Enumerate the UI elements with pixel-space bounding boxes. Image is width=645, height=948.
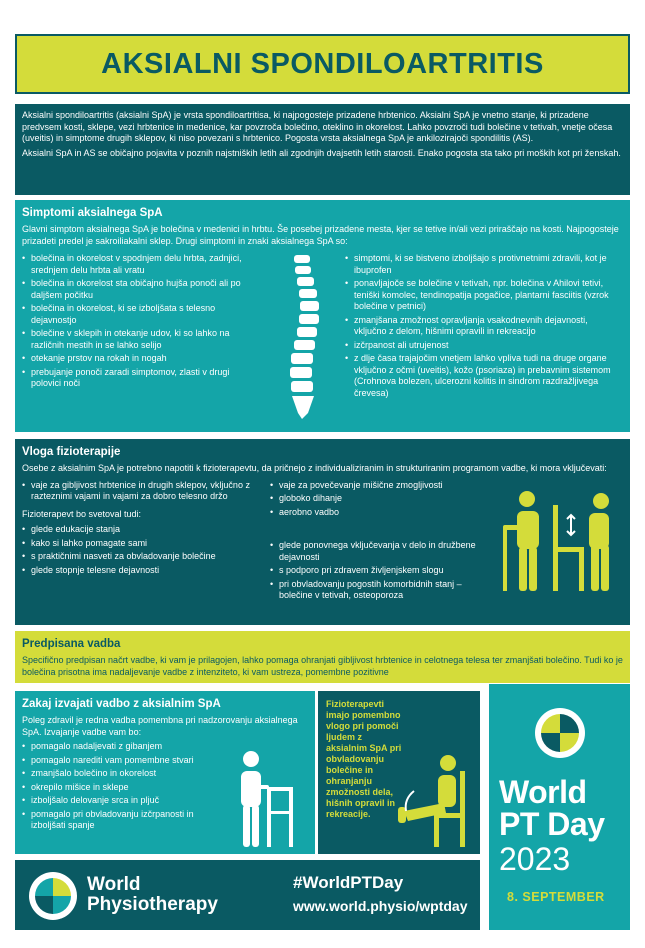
wpt-title-line2: PT Day [499,806,605,842]
intro-paragraph-1: Aksialni spondiloartritis (aksialni SpA) je vrsta spondiloartritisa, ki najpogosteje prizadene hrbtenico. Aksialni SpA je vnetno stanje, ki prizadene predvsem kosti, sklepe, vezi hrbtenice in medenice, kar povzroča bolečino, oteklino in okorelost. Lahko povzroči tudi bolečine v tetivah, vnetje očesa (uveitis) in simptome drugih sklepov, ki niso povezani s hrbtenico. Pogosta vrsta aksialnega SpA je ankilozirajoči spondilitis (AS). [22,110,613,143]
list-item: • pri obvladovanju pogostih komorbidnih stanj – bolečine v tetivah, osteoporoza [270,579,490,602]
page-title: AKSIALNI SPONDILOARTRITIS [101,47,544,80]
wpt-year: 2023 [499,841,571,877]
website-link[interactable]: www.world.physio/wptday [293,898,468,914]
chair-exercise-illustration [490,480,623,604]
list-item: • aerobno vadbo [270,507,490,519]
person-with-walker-icon [227,749,307,849]
symptoms-intro: Glavni simptom aksialnega SpA je bolečina v medenici in hrbtu. Še posebej prizadene mesta, kjer se tetive in/ali vezi priraščajo na kosti. Najpogosteje prizadeti predel je sakroiliakalni sklep. Drugi simptomi in znaki aksialnega SpA so: [22,224,619,246]
list-item: • s praktičnimi nasveti za obvladovanje bolečine [22,551,262,563]
list-item: • bolečina in okorelost sta običajno hujša ponoči ali po daljšem počitku [22,278,260,301]
exercise-section [15,631,630,683]
list-item: • bolečina in okorelost, ki se izboljšata s telesno dejavnostjo [22,303,260,326]
callout-text: Fizioterapevti imajo pomembno vlogo pri pomoči ljudem z aksialnim SpA pri obvladovanju bolečine in ohranjanju zmožnosti dela, hišnih opravil in rekreacije. [326,699,402,819]
physio-heading: Vloga fizioterapije [22,446,121,458]
physio-list-c [22,524,262,576]
list-item: • otekanje prstov na rokah in nogah [22,353,260,365]
list-item: • prebujanje ponoči zaradi simptomov, zlasti v drugi polovici noči [22,367,260,390]
org-name-line1: World [87,874,141,895]
person-standing-from-chair-icon [493,487,621,597]
world-pt-day-logo-icon [533,706,587,760]
title-banner [15,34,630,94]
why-section [15,691,315,854]
why-heading: Zakaj izvajati vadbo z aksialnim SpA [22,698,221,710]
world-physiotherapy-logo-icon [27,870,79,922]
why-intro: Poleg zdravil je redna vadba pomembna pri nadzorovanju aksialnega SpA. Izvajanje vadbe vam bo: [22,715,298,737]
list-item: • zmanjšana zmožnost opravljanja vsakodnevnih dejavnosti, vključno z delom, hišnimi opravili in rekreacijo [345,315,615,338]
list-item: • pomagalo narediti vam pomembne stvari [22,755,227,767]
physio-list-d [270,540,490,602]
list-item: • izčrpanost ali utrujenost [345,340,615,352]
physio-intro: Osebe z aksialnim SpA je potrebno napotiti k fizioterapevtu, da pričnejo z individualiziranim in strukturiranim programom vadbe, ki mora vključevati: [22,463,607,473]
physio-section [15,439,630,625]
physio-list-a [22,480,262,503]
org-name [87,875,218,915]
list-item: • pomagalo nadaljevati z gibanjem [22,741,227,753]
symptoms-list-left [22,253,260,423]
footer [15,860,480,930]
list-item: • glede ponovnega vključevanja v delo in družbene dejavnosti [270,540,490,563]
list-item: • globoko dihanje [270,493,490,505]
exercise-heading: Predpisana vadba [22,638,121,650]
list-item: • glede edukacije stanja [22,524,262,536]
world-pt-day-panel [489,684,630,930]
hashtag: #WorldPTDay [293,873,404,892]
list-item: • s podporo pri zdravem življenjskem slogu [270,565,490,577]
list-item: • kako si lahko pomagate sami [22,538,262,550]
wpt-title-line1: World [499,774,587,810]
symptoms-heading: Simptomi aksialnega SpA [22,207,163,219]
list-item: • bolečine v sklepih in otekanje udov, ki so lahko na različnih mestih in se lahko selijo [22,328,260,351]
list-item: • vaje za povečevanje mišične zmogljivosti [270,480,490,492]
advice-title: Fizioterapevt bo svetoval tudi: [22,508,142,519]
list-item: • vaje za gibljivost hrbtenice in drugih sklepov, vključno z razteznimi vajami in vajami za dobro telesno držo [22,480,262,503]
physio-list-b [270,480,490,519]
org-name-line2: Physiotherapy [87,894,218,915]
seated-leg-exercise-icon [394,751,476,847]
intro-section [15,104,630,195]
list-item: • izboljšalo delovanje srca in pljuč [22,795,227,807]
spine-illustration [260,253,345,423]
list-item: • ponavljajoče se bolečine v tetivah, npr. bolečina v Ahilovi tetivi, teniški komolec, tendinopatija pogačice, plantarni fasciitis (vzrok bolečine v petnici) [345,278,615,313]
symptoms-list-right [345,253,615,423]
list-item: • bolečina in okorelost v spodnjem delu hrbta, zadnjici, srednjem delu hrbta ali vratu [22,253,260,276]
list-item: • okrepilo mišice in sklepe [22,782,227,794]
spine-icon [278,253,328,423]
list-item: • glede stopnje telesne dejavnosti [22,565,262,577]
symptoms-section [15,200,630,432]
exercise-text: Specifično predpisan načrt vadbe, ki vam je prilagojen, lahko pomaga ohranjati gibljivost hrbtenice in celotnega telesa ter zmanjšati bolečino. Tudi ko je bolečina prisotna ima nadaljevanje vadbe z intenziteto, ki vam ustreza, pomembne pozitivne [22,655,623,677]
list-item: • zmanjšalo bolečino in okorelost [22,768,227,780]
why-list [22,741,227,832]
intro-paragraph-2: Aksialni SpA in AS se običajno pojavita v poznih najstniških letih ali zgodnjih dvajsetih letih starosti. Enako pogosta sta tako pri moških kot pri ženskah. [22,147,621,158]
list-item: • z dlje časa trajajočim vnetjem lahko vpliva tudi na druge organe vključno z očmi (uveitis), kožo (psoriaza) in prebavnim sistemom (Crohnova bolezen, ulcerozni kolitis in sindrom razdražljivega črevesa) [345,353,615,399]
wpt-date: 8. SEPTEMBER [507,890,605,904]
list-item: • pomagalo pri obvladovanju izčrpanosti in izboljšati spanje [22,809,227,832]
list-item: • simptomi, ki se bistveno izboljšajo s protivnetnimi zdravili, kot je ibuprofen [345,253,615,276]
callout-section [318,691,480,854]
